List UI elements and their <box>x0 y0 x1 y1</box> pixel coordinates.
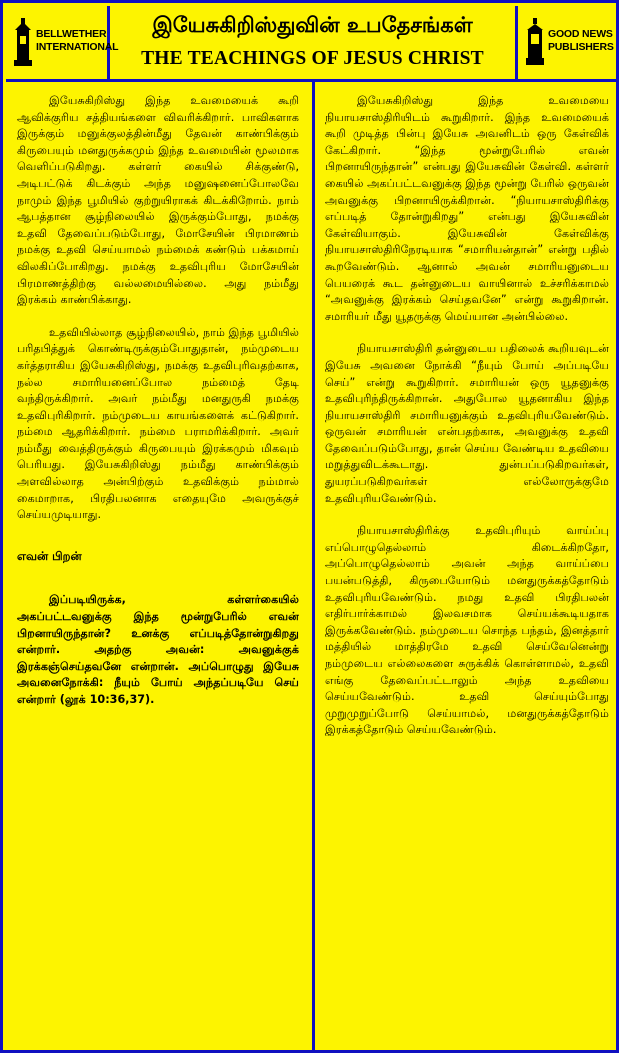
bellwether-logo <box>6 6 119 79</box>
good-news-logo-text: GOOD NEWS PUBLISHERS <box>548 28 614 53</box>
header <box>6 6 619 82</box>
title-block <box>110 6 515 79</box>
section-subheading: எவன் பிறன் <box>17 548 82 563</box>
lantern-icon <box>524 16 546 68</box>
right-paragraph-2: நியாயசாஸ்திரி தன்னுடைய பதிலைக் கூறியவுடன் இயேசு அவனை நோக்கி “நீயும் போய் அப்படியே செய்” என்று கூறுகிறார். சமாரியன் ஒரு யூதனுக்கு உதவிபுரிந்திருக்கிறான். அதுபோல யூதனாகிய இந்த நியாயசாஸ்திரி சமாரியனுக்கும் உதவிபுரியவேண்டும். ஒருவன் சமாரியன் என்பதற்காக, அவனுக்கு உதவி தேவைப்படும்போது, தான் செய்ய வேண்டிய உதவியை மறுத்துவிடக்கூடாது. துன்பப்படுகிறவர்கள், துயரப்படுகிறவர்கள் எல்லோருக்குமே உதவிபுரியவேண்டும். <box>325 342 609 505</box>
page-title-english: THE TEACHINGS OF JESUS CHRIST <box>141 48 484 69</box>
page-title-tamil: இயேசுகிறிஸ்துவின் உபதேசங்கள் <box>152 13 473 37</box>
left-paragraph-2: உதவியில்லாத சூழ்நிலையில், நாம் இந்த பூமியில் பரிதபித்துக் கொண்டிருக்கும்போதுதான், நம்முடைய கர்த்தராகிய இயேசுகிறிஸ்து, நமக்கு உதவிபுரிவதற்காக, நல்ல சமாரியனைப்போல நம்மைத் தேடி வந்திருக்கிறார். அவர் நம்மீது மனதுருகி நமக்கு உதவிபுரிகிறார். நம்முடைய காயங்களைக் கட்டுகிறார். நம்மை ஆதரிக்கிறார். நம்மை பராமரிக்கிறார். அவர் நம்மீது வைத்திருக்கும் கிருபையும் இரக்கமும் மிகவும் பெரியது. இயேசுகிறிஸ்து நம்மீது காண்பிக்கும் அளவில்லாத அன்பிற்கும் உதவிக்கும் நம்மால் கைமாறாக, பிரதிபலனாக எதையுமே அவருக்குச் செய்யமுடியாது. <box>17 325 299 522</box>
good-news-logo <box>515 6 619 79</box>
right-column <box>325 93 609 755</box>
left-paragraph-1: இயேசுகிறிஸ்து இந்த உவமையைக் கூறி ஆவிக்குரிய சத்தியங்களை விவரிக்கிறார். பாவிகளாக இருக்கும் மனுக்குலத்தின்மீது தேவன் காண்பிக்கும் கிருபையும் மனதுருக்கமும் இந்த உவமையின் மூலமாக வெளிப்படுகிறது. கள்ளர் கையில் சிக்குண்டு, அடிபட்டுக் கிடக்கும் அந்த மனுஷனைப்போலவே நாமும் இந்த பூமியில் குற்றுயிராகக் கிடக்கிறோம். நாம் ஆபத்தான சூழ்நிலையில் இருக்கும்போது, நமக்கு உதவி தேவைப்படும்போது, மோசேயின் பிரமாணம் நமக்கு உதவி செய்யாமல் நம்மைக் கண்டும் பக்கமாய் விலகிப்போகிறது. நமக்கு உதவிபுரிய மோசேயின் பிரமாணத்திற்கு வல்லமையில்லை. அது நம்மீது இரக்கம் காண்பிக்காது. <box>17 94 299 307</box>
left-column <box>17 93 299 725</box>
bell-tower-icon <box>12 16 34 68</box>
right-paragraph-3: நியாயசாஸ்திரிக்கு உதவிபுரியும் வாய்ப்பு எப்பொழுதெல்லாம் கிடைக்கிறதோ, அப்பொழுதெல்லாம் அவன் அந்த வாய்ப்பை பயன்படுத்தி, கிருபையோடும் மனதுருக்கத்தோடும் உதவிபுரியவேண்டும். நமது உதவி பிரதிபலன் எதிர்பார்க்காமல் இலவசமாக செய்யக்கூடியதாக இருக்கவேண்டும். நம்முடைய சொந்த பந்தம், இனத்தார் மத்தியில் மாத்திரமே உதவி செய்வேனென்று நம்முடைய எல்லைகளை சுருக்கிக் கொள்ளாமல், உதவி எங்கு தேவைப்பட்டாலும் அந்த உதவியை செய்யவேண்டும். உதவி செய்யும்போது முறுமுறுப்போடு செய்யாமல், மனதுருக்கத்தோடும் இரக்கத்தோடும் செய்யவேண்டும். <box>325 524 609 737</box>
bellwether-logo-text: BELLWETHER INTERNATIONAL <box>36 28 119 53</box>
column-divider <box>312 82 315 1053</box>
scripture-verse: இப்படியிருக்க, கள்ளர்கையில் அகப்பட்டவனுக்கு இந்த மூன்றுபேரில் எவன் பிறனாயிருந்தான்? உனக்கு எப்படித்தோன்றுகிறது என்றார். அதற்கு அவன்: அவனுக்குக் இரக்கஞ்செய்தவனே என்றான். அப்பொழுது இயேசு அவனைநோக்கி: நீயும் போய் அந்தப்படியே செய் என்றார் (லூக் 10:36,37). <box>17 593 299 706</box>
right-paragraph-1: இயேசுகிறிஸ்து இந்த உவமையை நியாயசாஸ்திரியிடம் கூறுகிறார். இந்த உவமையைக் கூறி முடித்த பின்பு இயேசு அவனிடம் ஒரு கேள்விக் கேட்கிறார். “இந்த மூன்றுபேரில் எவன் பிறனாயிருந்தான்” என்பது இயேசுவின் கேள்வி. கள்ளர் கையில் அகப்பட்டவனுக்கு இந்த மூன்று பேரில் ஒருவன் அவனுக்கு பிறனாயிருக்கிறான். “நியாயசாஸ்திரிக்கு எப்படித் தோன்றுகிறது” என்பது இயேசுவின் கேள்வியாகும். இயேசுவின் கேள்விக்கு நியாயசாஸ்திரிநேரடியாக “சமாரியன்தான்” என்று பதில் கூறவேண்டும். ஆனால் அவன் சமாரியனுடைய பெயரைக் கூட தன்னுடைய வாயினால் உச்சரிக்காமல் “அவனுக்கு இரக்கம் செய்தவனே” என்று கூறுகிறான். சமாரியர் மீது யூதருக்கு மெய்யான அன்பில்லை. <box>325 94 609 323</box>
